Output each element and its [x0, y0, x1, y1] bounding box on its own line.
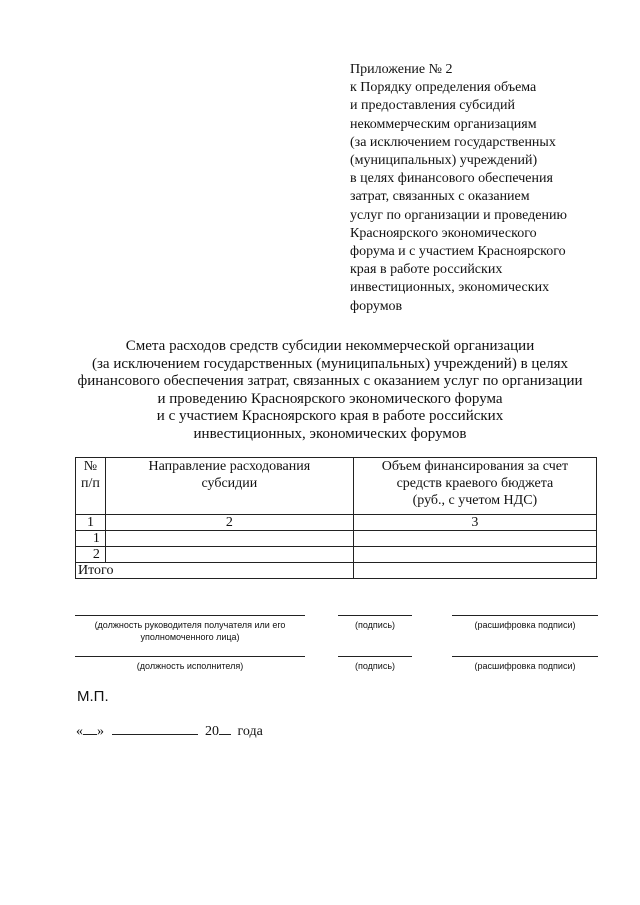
row-amount-cell	[353, 531, 596, 547]
row-direction-cell	[105, 547, 353, 563]
title-line: и проведению Красноярского экономического форума	[157, 390, 503, 407]
appendix-line: инвестиционных, экономических	[350, 280, 550, 296]
appendix-block	[350, 61, 620, 316]
appendix-line: форумов	[350, 298, 403, 314]
document-title	[60, 338, 600, 443]
appendix-line: Приложение № 2	[350, 62, 453, 77]
decoding-label: (расшифровка подписи)	[474, 661, 576, 671]
stamp-place-label: М.П.	[77, 688, 109, 705]
appendix-line: (муниципальных) учреждений)	[350, 153, 538, 169]
appendix-line: к Порядку определения объема	[350, 80, 537, 96]
title-line: и с участием Красноярского края в работе российских	[156, 408, 504, 424]
decoding-line	[452, 615, 598, 616]
position-label: (должность руководителя получателя или его уполномоченного лица)	[94, 620, 286, 642]
day-blank	[83, 734, 97, 735]
date-open-quote: «	[76, 724, 83, 739]
position-signature-line	[75, 615, 305, 616]
signature-label: (подпись)	[354, 620, 396, 630]
date-line	[76, 724, 263, 740]
column-number: 2	[105, 515, 353, 531]
appendix-line: затрат, связанных с оказанием	[350, 189, 530, 205]
month-blank	[112, 734, 198, 735]
title-line: (за исключением государственных (муниципальных) учреждений) в целях	[92, 355, 568, 372]
signature-label: (подпись)	[354, 661, 396, 671]
title-line: финансового обеспечения затрат, связанных с оказанием услуг по организации	[77, 373, 583, 389]
year-blank	[219, 734, 231, 735]
budget-table	[75, 457, 597, 579]
row-index: 2	[76, 547, 106, 563]
appendix-line: форума и с участием Красноярского	[350, 244, 566, 260]
executor-signature-line	[75, 656, 305, 657]
table-header-row	[76, 458, 597, 515]
appendix-line: Красноярского экономического	[350, 225, 537, 241]
total-amount-cell	[353, 563, 596, 579]
appendix-line: (за исключением государственных	[350, 134, 556, 150]
row-direction-cell	[105, 531, 353, 547]
title-line: инвестиционных, экономических форумов	[193, 425, 467, 442]
title-line: Смета расходов средств субсидии некоммерческой организации	[125, 338, 535, 354]
total-label: Итого	[76, 563, 354, 579]
column-number: 1	[76, 515, 106, 531]
header-amount: Объем финансирования за счет средств краевого бюджета (руб., с учетом НДС)	[353, 458, 596, 515]
executor-label: (должность исполнителя)	[136, 661, 244, 671]
row-amount-cell	[353, 547, 596, 563]
decoding-label: (расшифровка подписи)	[474, 620, 576, 630]
column-number-row	[76, 515, 597, 531]
decoding-line	[452, 656, 598, 657]
header-number: № п/п	[76, 458, 106, 515]
header-direction: Направление расходования субсидии	[105, 458, 353, 515]
table-row	[76, 531, 597, 547]
appendix-line: некоммерческим организациям	[350, 116, 537, 132]
column-number: 3	[353, 515, 596, 531]
appendix-line: края в работе российских	[350, 262, 503, 278]
table-row	[76, 547, 597, 563]
appendix-line: в целях финансового обеспечения	[350, 171, 553, 187]
appendix-line: услуг по организации и проведению	[350, 207, 567, 223]
year-prefix: 20	[205, 724, 219, 739]
appendix-line: и предоставления субсидий	[350, 98, 516, 114]
total-row	[76, 563, 597, 579]
date-close-quote: »	[97, 724, 104, 739]
year-suffix: года	[237, 724, 263, 739]
signature-line	[338, 615, 412, 616]
signature-line	[338, 656, 412, 657]
row-index: 1	[76, 531, 106, 547]
